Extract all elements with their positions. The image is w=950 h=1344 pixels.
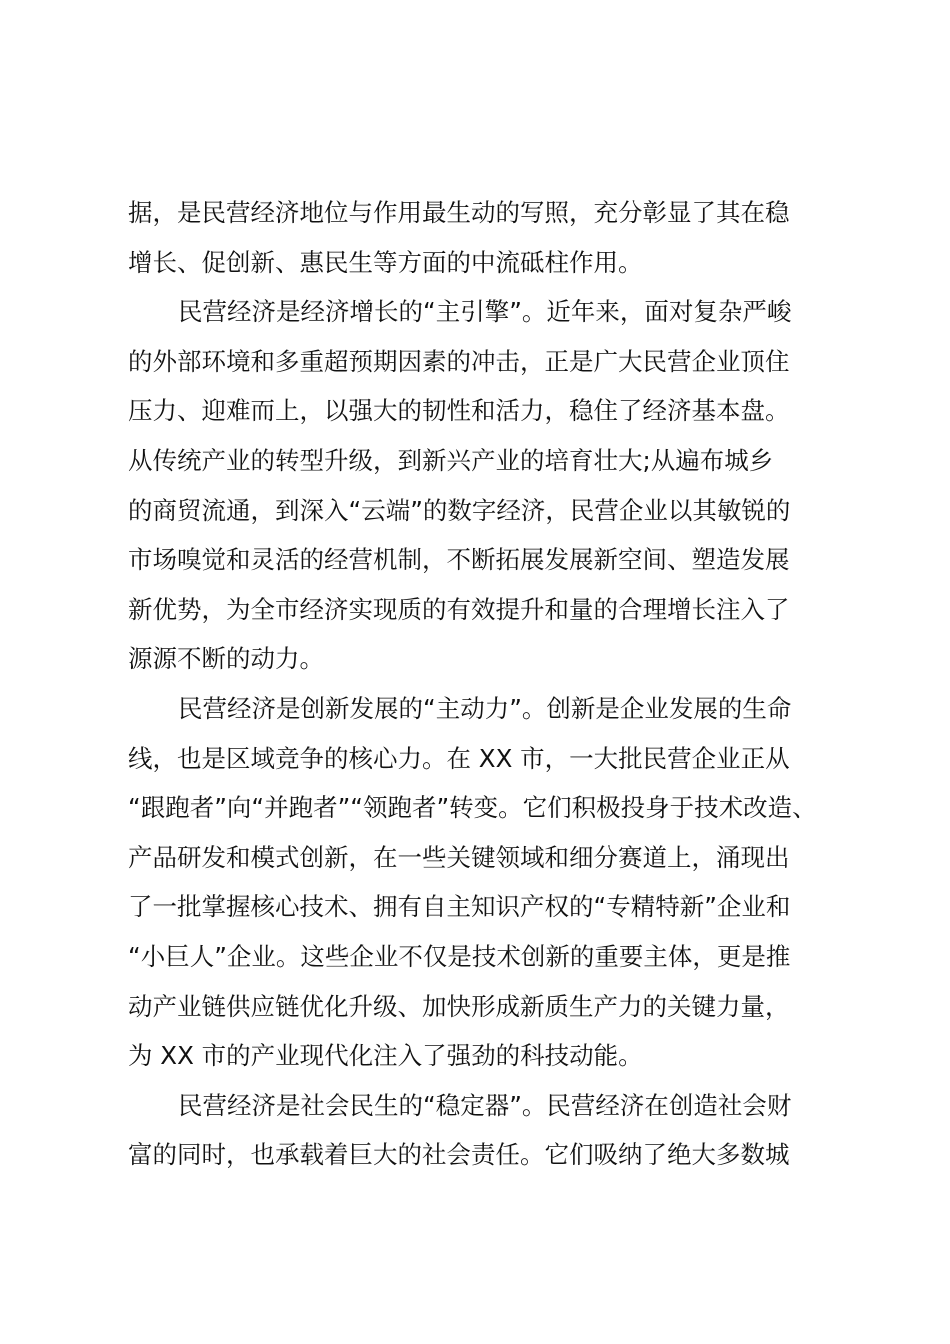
text-line: “小巨人”企业。这些企业不仅是技术创新的重要主体，更是推 — [128, 941, 791, 971]
text-line: 压力、迎难而上，以强大的韧性和活力，稳住了经济基本盘。 — [128, 396, 790, 426]
text-line: 线，也是区域竞争的核心力。在 XX 市，一大批民营企业正从 — [128, 743, 790, 773]
text-line: 为 XX 市的产业现代化注入了强劲的科技动能。 — [128, 1041, 643, 1071]
text-line: 的外部环境和多重超预期因素的冲击，正是广大民营企业顶住 — [128, 346, 790, 376]
text-line: 增长、促创新、惠民生等方面的中流砥柱作用。 — [128, 247, 643, 277]
document-body — [128, 188, 828, 1180]
text-line: 动产业链供应链优化升级、加快形成新质生产力的关键力量， — [128, 991, 790, 1021]
text-line: 市场嗅觉和灵活的经营机制，不断拓展发展新空间、塑造发展 — [128, 545, 790, 575]
text-line: 源源不断的动力。 — [128, 644, 324, 674]
text-line: 富的同时，也承载着巨大的社会责任。它们吸纳了绝大多数城 — [128, 1140, 790, 1170]
text-line: “跟跑者”向“并跑者”“领跑者”转变。它们积极投身于技术改造、 — [128, 793, 817, 823]
paragraph-first-line: 民营经济是创新发展的“主动力”。创新是企业发展的生命 — [178, 693, 792, 723]
text-line: 据，是民营经济地位与作用最生动的写照，充分彰显了其在稳 — [128, 198, 790, 227]
paragraph-first-line: 民营经济是经济增长的“主引擎”。近年来，面对复杂严峻 — [178, 297, 792, 327]
text-line: 的商贸流通，到深入“云端”的数字经济，民营企业以其敏锐的 — [128, 495, 791, 525]
paragraph-first-line: 民营经济是社会民生的“稳定器”。民营经济在创造社会财 — [178, 1090, 792, 1120]
text-line: 从传统产业的转型升级，到新兴产业的培育壮大;从遍布城乡 — [128, 445, 774, 475]
text-line: 产品研发和模式创新，在一些关键领域和细分赛道上，涌现出 — [128, 842, 790, 872]
text-line: 了一批掌握核心技术、拥有自主知识产权的“专精特新”企业和 — [128, 892, 791, 922]
text-line: 新优势，为全市经济实现质的有效提升和量的合理增长注入了 — [128, 594, 790, 624]
